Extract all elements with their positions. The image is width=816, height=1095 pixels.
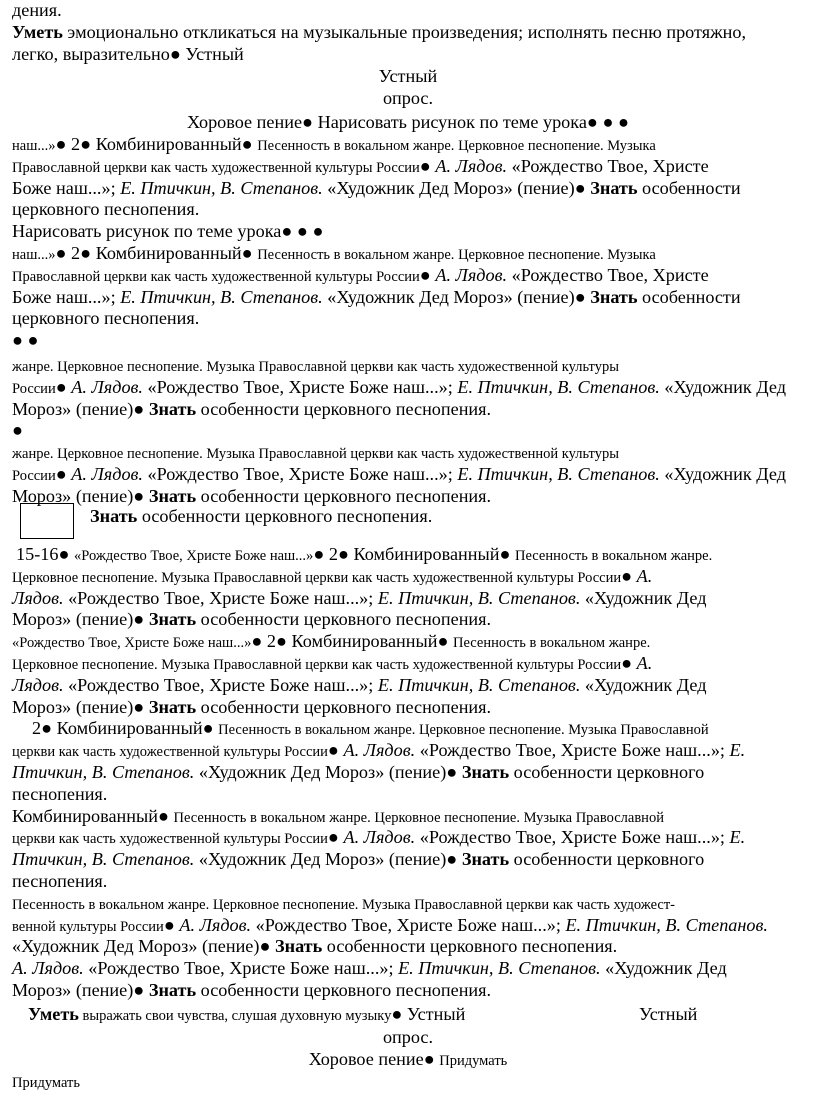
text: Церковное песнопение. Музыка Православной церкви как часть художественной культуры России (12, 656, 622, 673)
text: Е. Птичкин, В. Степанов. (457, 376, 660, 397)
text: Комбинированный (56, 718, 203, 739)
text: «Рождество Твое, Христе Боже наш...» (73, 548, 314, 564)
text: Е. Птичкин, В. Степанов. (120, 177, 323, 198)
bullet-icon: ● (133, 485, 145, 506)
text: Мороз» (пение) (12, 609, 134, 630)
center-opros-2 (12, 1027, 804, 1049)
znat-label: Знать (148, 979, 197, 1000)
text: «Художник Дед Мороз» (пение) (198, 849, 447, 870)
text: Песенность в вокальном жанре. (257, 246, 455, 263)
center-ustnyi (12, 66, 804, 88)
bullet-icon: ● (133, 979, 145, 1000)
text: «Рождество Твое, Христе Боже наш...» (12, 635, 252, 652)
bullet-icon: ● (391, 1004, 403, 1024)
znat-label: Знать (461, 761, 510, 782)
text: Е. Птичкин, В. Степанов. (565, 914, 768, 935)
bullet-icon: ● (296, 221, 308, 242)
text: 15-16 (16, 544, 59, 564)
text: Церковное песнопение. Музыка (454, 138, 656, 154)
text: 2 (262, 631, 276, 652)
text: особенности церковного (509, 849, 705, 870)
text: Комбинированный (12, 805, 158, 826)
bullet-icon: ● (419, 264, 431, 285)
znat-label: Знать (148, 696, 197, 717)
bullet-icon: ● (302, 112, 314, 132)
text: Церковное песнопение. Музыка (454, 246, 656, 263)
text: «Художник Дед (584, 674, 707, 695)
bullet-icon: ● (281, 221, 293, 242)
bullet-icon: ● (27, 330, 39, 351)
text: Комбинированный (95, 134, 242, 154)
bullet-icon: ● (621, 565, 633, 586)
text: церковного песнопения. (12, 308, 200, 329)
text: Комбинированный (291, 631, 438, 652)
text: Е. Птичкин, В. Степанов. (457, 463, 660, 484)
text: церкви как часть художественной культуры России (12, 831, 328, 848)
znat-label: Знать (148, 609, 197, 630)
text: Песенность в вокальном жанре. (515, 548, 713, 564)
bullet-icon: ● (55, 463, 67, 484)
bullet-icon: ● (55, 242, 67, 263)
empty-cell-box (20, 503, 74, 539)
text: «Художник Дед (584, 587, 707, 608)
text: церковного песнопения. (12, 199, 200, 220)
text: легко, выразительно (12, 44, 170, 65)
text: особенности церковного песнопения. (196, 609, 492, 630)
bullet-icon: ● (259, 936, 271, 957)
text: Птичкин, В. Степанов. (12, 761, 195, 782)
text: 2 (66, 134, 81, 154)
text: особенности церковного песнопения. (196, 696, 492, 717)
text: Песенность в вокальном жанре. (453, 635, 651, 652)
text: Е. (729, 740, 746, 761)
bullet-icon: ● (446, 849, 458, 870)
text: «Рождество Твое, Христе Боже наш...»; (88, 958, 394, 979)
bullet-icon: ● (133, 696, 145, 717)
znat-label: Знать (461, 849, 510, 870)
text: «Рождество Твое, Христе (511, 264, 709, 285)
text: Боже наш...»; (12, 286, 116, 307)
znat-label: Знать (148, 398, 197, 419)
bullet-icon: ● (58, 544, 70, 564)
right-ustnyi (639, 1004, 759, 1026)
text: «Рождество Твое, Христе Боже наш...»; (419, 740, 725, 761)
bullet-icon: ● (446, 761, 458, 782)
text: Устный (185, 44, 244, 65)
text: Мороз» (пение) (12, 979, 134, 1000)
text: Е. Птичкин, В. Степанов. (377, 674, 581, 695)
block-2 (12, 355, 804, 508)
text: Устный (378, 66, 438, 86)
bullet-icon: ● (80, 134, 92, 154)
bullet-icon: ● (163, 914, 175, 935)
text: Нарисовать рисунок по теме урока (317, 112, 587, 132)
bullet-icon: ● (423, 1049, 435, 1069)
text: жанре. Церковное песнопение. Музыка Православной церкви как часть художественной культуры (12, 359, 619, 375)
block-3 (12, 544, 804, 1002)
text: Православной церкви как часть художественной культуры России (12, 268, 420, 285)
umet-label: Уметь (12, 22, 63, 42)
text: «Рождество Твое, Христе Боже наш...»; (147, 376, 453, 397)
text: «Художник Дед (664, 463, 786, 484)
text: особенности церковного песнопения. (196, 979, 492, 1000)
text: 2 (66, 242, 81, 263)
text: Хоровое пение (187, 112, 303, 132)
text: Е. Птичкин, В. Степанов. (120, 286, 323, 307)
text: Е. (729, 827, 746, 848)
text: Нарисовать рисунок по теме урока (12, 221, 282, 242)
text: «Рождество Твое, Христе Боже наш...»; (68, 674, 374, 695)
text: наш...» (12, 246, 56, 263)
text: А. Лядов. (179, 914, 252, 935)
text: 2 (324, 544, 338, 564)
bullet-icon: ● (41, 718, 53, 739)
bullet-icon: ● (327, 827, 339, 848)
text: песнопения. (12, 783, 108, 804)
paragraph-umet (12, 22, 804, 66)
text: А. Лядов. (435, 155, 508, 176)
text: Песенность в вокальном жанре. (257, 138, 455, 154)
bullet-icon: ● (313, 544, 325, 564)
text: А. Лядов. (71, 376, 143, 397)
bullet-icon: ● (55, 134, 67, 154)
umet-vyrazhat-line (28, 1004, 628, 1026)
text: Придумать (12, 1075, 81, 1091)
bullet-icon: ● (241, 242, 253, 263)
text: Песенность в вокальном жанре. Церковное песнопение. Музыка Православной (218, 722, 709, 739)
znat-label: Знать (90, 506, 138, 526)
bullet-icon: ● (169, 44, 181, 65)
text: Хоровое пение (308, 1049, 424, 1069)
text: А. (636, 565, 653, 586)
text: 2 (32, 718, 42, 739)
bullet-icon: ● (621, 652, 633, 673)
text: «Художник Дед (605, 958, 727, 979)
text: Комбинированный (353, 544, 500, 564)
text: России (12, 467, 56, 484)
bullet-icon: ● (275, 631, 287, 652)
text: особенности церковного песнопения. (196, 485, 492, 506)
text: Лядов. (12, 674, 64, 695)
bullet-icon: ● (337, 544, 349, 564)
text: А. (636, 652, 653, 673)
bullet-icon: ● (437, 631, 449, 652)
text: Устный (639, 1004, 698, 1024)
text: А. Лядов. (12, 958, 84, 979)
text: «Художник Дед Мороз» (пение) (327, 286, 575, 307)
text: «Художник Дед Мороз» (пение) (12, 936, 260, 957)
text: наш...» (12, 138, 56, 154)
text: Птичкин, В. Степанов. (12, 849, 195, 870)
text: эмоционально откликаться на музыкальные произведения; исполнять песню протяжно, (62, 22, 747, 42)
text: жанре. Церковное песнопение. Музыка Православной церкви как часть художественной культуры (12, 446, 619, 463)
text: «Художник Дед (664, 376, 786, 397)
text: опрос. (382, 1027, 434, 1047)
text: А. Лядов. (343, 740, 416, 761)
text: Устный (406, 1004, 466, 1024)
text: А. Лядов. (71, 463, 143, 484)
center-horovoe (12, 112, 804, 134)
text-fragment: дения. (12, 0, 62, 20)
text: особенности церковного (509, 761, 705, 782)
umet-label: Уметь (28, 1004, 79, 1024)
text: Придумать (439, 1053, 508, 1069)
text: Песенность в вокальном жанре. Церковное песнопение. Музыка Православной (173, 809, 664, 826)
text: А. Лядов. (343, 827, 416, 848)
text: Е. Птичкин, В. Степанов. (398, 958, 601, 979)
text: Лядов. (12, 587, 64, 608)
bullet-icon: ● (419, 155, 431, 176)
znat-label: Знать (148, 485, 197, 506)
text: «Художник Дед Мороз» (пение) (198, 761, 447, 782)
text: «Художник Дед Мороз» (пение) (327, 177, 575, 198)
text: особенности церковного песнопения. (322, 936, 618, 957)
bullet-icon: ● (12, 420, 23, 441)
text: Мороз» (пение) (12, 485, 134, 506)
text: венной культуры России (12, 918, 164, 935)
bullet-icon: ● (55, 376, 67, 397)
text: опрос. (382, 88, 434, 108)
bullet-icon: ● (241, 134, 253, 154)
text: Е. Птичкин, В. Степанов. (377, 587, 581, 608)
bullet-icon: ● (499, 544, 511, 564)
line-1 (12, 0, 804, 22)
center-opros (12, 88, 804, 110)
znat-line (90, 506, 790, 528)
text: А. Лядов. (435, 264, 508, 285)
bullet-icon: ● (133, 609, 145, 630)
bullet-icon: ● (574, 177, 586, 198)
text: «Рождество Твое, Христе Боже наш...»; (147, 463, 453, 484)
bullet-icon: ● (12, 330, 23, 351)
block-1 (12, 134, 804, 352)
bullet-icon: ● (574, 286, 586, 307)
text: Песенность в вокальном жанре. Церковное песнопение. Музыка Православной церкви как часть художест- (12, 896, 675, 913)
text: Церковное песнопение. Музыка Православной церкви как часть художественной культуры России (12, 569, 622, 586)
znat-label: Знать (590, 286, 638, 307)
text: Мороз» (пение) (12, 398, 134, 419)
center-horovoe-2 (12, 1049, 804, 1071)
text: особенности (637, 177, 741, 198)
bullet-icon: ● (602, 112, 614, 132)
text: Комбинированный (95, 242, 242, 263)
text: церкви как часть художественной культуры России (12, 744, 328, 761)
znat-label: Знать (274, 936, 323, 957)
text: особенности церковного песнопения. (196, 398, 492, 419)
bullet-icon: ● (133, 398, 145, 419)
text: особенности церковного песнопения. (137, 506, 433, 526)
text: «Рождество Твое, Христе (511, 155, 709, 176)
text: «Рождество Твое, Христе Боже наш...»; (68, 587, 374, 608)
text: Боже наш...»; (12, 177, 116, 198)
bullet-icon: ● (157, 805, 169, 826)
bullet-icon: ● (618, 112, 629, 132)
text: «Рождество Твое, Христе Боже наш...»; (255, 914, 561, 935)
bullet-icon: ● (312, 221, 324, 242)
pridumat-line (12, 1071, 804, 1093)
bullet-icon: ● (202, 718, 214, 739)
bullet-icon: ● (251, 631, 263, 652)
znat-label: Знать (590, 177, 638, 198)
bullet-icon: ● (327, 740, 339, 761)
text: «Рождество Твое, Христе Боже наш...»; (419, 827, 725, 848)
text: России (12, 380, 56, 397)
text: особенности (637, 286, 741, 307)
bullet-icon: ● (586, 112, 598, 132)
text: Православной церкви как часть художественной культуры России (12, 159, 420, 176)
bullet-icon: ● (80, 242, 92, 263)
text: выражать свои чувства, слушая духовную музыку (78, 1008, 392, 1024)
text: песнопения. (12, 870, 108, 891)
text: Мороз» (пение) (12, 696, 134, 717)
